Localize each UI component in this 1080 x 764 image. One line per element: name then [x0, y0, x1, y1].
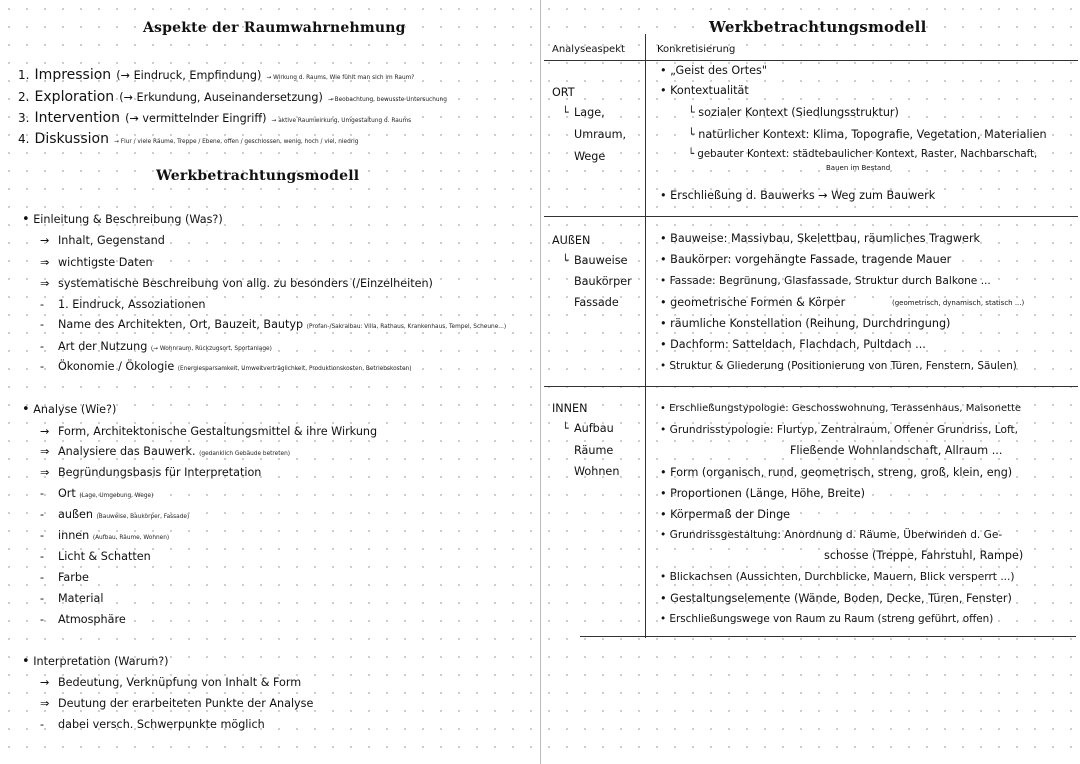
analyse-item — [40, 466, 261, 479]
item-text: Ort — [58, 487, 76, 500]
marker-icon: - — [40, 487, 45, 500]
marker-icon: - — [40, 360, 45, 373]
item-text: Form, Architektonische Gestaltungsmittel & ihre Wirkung — [58, 425, 378, 438]
sub-corner-icon: └ — [562, 422, 569, 435]
aspect-item — [18, 128, 358, 147]
item-text: Inhalt, Gegenstand — [58, 234, 165, 247]
aspect-number: 2. — [18, 90, 30, 104]
item-text: innen — [58, 529, 90, 542]
analyse-item — [40, 571, 89, 584]
item-text: Deutung der erarbeiteten Punkte der Analyse — [58, 697, 314, 710]
table-bottom-line — [580, 636, 1076, 637]
innen-line: • Grundrisstypologie: Flurtyp, Zentralraum, Offener Grundriss, Loft, — [660, 424, 1019, 436]
aussen-line: • Baukörper: vorgehängte Fassade, tragende Mauer — [660, 253, 952, 266]
header-concrete: Konkretisierung — [657, 44, 736, 55]
marker-icon: - — [40, 592, 45, 605]
analyse-item — [40, 529, 169, 542]
item-text: Atmosphäre — [58, 613, 126, 626]
aspects-title: Aspekte der Raumwahrnehmung — [143, 20, 406, 36]
table-title: Werkbetrachtungsmodell — [709, 18, 927, 36]
aspect-paren: (→ vermittelnder Eingriff) — [125, 112, 267, 125]
einleitung-item — [40, 340, 272, 353]
aspect-item — [18, 107, 411, 126]
item-text: Licht & Schatten — [58, 550, 151, 563]
innen-sub: Wohnen — [574, 465, 620, 478]
row-divider — [544, 216, 1078, 217]
heading-text: Einleitung & Beschreibung (Was?) — [33, 213, 223, 226]
aspect-number: 3. — [18, 111, 30, 125]
item-note: (Lage, Umgebung, Wege) — [79, 493, 154, 499]
aussen-line: (geometrisch, dynamisch, statisch ...) — [892, 299, 1025, 307]
aspect-note: → Beobachtung, bewusste Untersuchung — [327, 97, 447, 103]
aussen-line: • räumliche Konstellation (Reihung, Durchdringung) — [660, 317, 951, 330]
bullet-icon: • — [22, 212, 30, 227]
marker-icon: - — [40, 529, 45, 542]
aspect-paren: (→ Erkundung, Auseinandersetzung) — [119, 91, 323, 104]
einleitung-item — [40, 298, 205, 311]
aspect-paren: (→ Eindruck, Empfindung) — [116, 69, 262, 82]
innen-line: schosse (Treppe, Fahrstuhl, Rampe) — [824, 549, 1024, 562]
ort-line: • Erschließung d. Bauwerks → Weg zum Bauwerk — [660, 189, 936, 202]
item-text: Begründungsbasis für Interpretation — [58, 466, 262, 479]
item-text: Art der Nutzung — [58, 340, 148, 353]
marker-icon: - — [40, 613, 45, 626]
aussen-sub: Baukörper — [574, 275, 632, 288]
item-text: Farbe — [58, 571, 89, 584]
aspect-item — [18, 86, 447, 105]
sub-corner-icon: └ — [562, 254, 569, 267]
analyse-item — [40, 550, 151, 563]
item-text: Bedeutung, Verknüpfung von Inhalt & Form — [58, 676, 302, 689]
aussen-sub: Fassade — [574, 296, 619, 309]
aspect-note: → aktive Raumwirkung, Umgestaltung d. Raums — [271, 118, 412, 124]
aspect-name: Impression — [34, 67, 112, 83]
aspect-note: → Flur / viele Räume, Treppe / Ebene, offen / geschlossen, wenig, hoch / viel, niedrig — [114, 139, 359, 145]
aspect-item — [18, 64, 414, 83]
item-note: (Profan-/Sakralbau: Villa, Rathaus, Krankenhaus, Tempel, Scheune...) — [306, 324, 507, 330]
aspect-note: → Wirkung d. Raums, Wie fühlt man sich im Raum? — [266, 75, 415, 81]
aspect-name: Diskussion — [34, 131, 109, 147]
item-text: dabei versch. Schwerpunkte möglich — [58, 718, 265, 731]
innen-line: • Erschließungstypologie: Geschosswohnung, Terassenhaus, Maisonette — [660, 403, 1022, 414]
item-text: Name des Architekten, Ort, Bauzeit, Bautyp — [58, 318, 304, 331]
ort-line: Bauen im Bestand — [826, 164, 891, 172]
innen-line: • Erschließungswege von Raum zu Raum (streng geführt, offen) — [660, 613, 994, 625]
marker-icon: → — [40, 425, 50, 438]
einleitung-item — [40, 277, 433, 290]
right-page — [542, 0, 1080, 764]
item-text: wichtigste Daten — [58, 256, 153, 269]
aussen-line: • Dachform: Satteldach, Flachdach, Pultdach ... — [660, 338, 926, 351]
ort-aspect: ORT — [552, 86, 575, 99]
marker-icon: → — [40, 676, 50, 689]
marker-icon: → — [40, 234, 50, 247]
marker-icon: - — [40, 508, 45, 521]
analyse-item — [40, 592, 103, 605]
innen-sub: Räume — [574, 444, 614, 457]
marker-icon: ⇒ — [40, 445, 50, 458]
einleitung-item — [40, 318, 506, 331]
analyse-item — [40, 487, 153, 500]
interpretation-item — [40, 718, 265, 731]
item-text: außen — [58, 508, 93, 521]
sub-corner-icon: └ — [562, 106, 569, 119]
item-note: (Aufbau, Räume, Wohnen) — [92, 535, 170, 541]
marker-icon: ⇒ — [40, 256, 50, 269]
einleitung-item — [40, 256, 153, 269]
innen-line: • Körpermaß der Dinge — [660, 508, 791, 521]
ort-line: └ natürlicher Kontext: Klima, Topografie, Vegetation, Materialien — [688, 128, 1047, 141]
item-text: 1. Eindruck, Assoziationen — [58, 298, 206, 311]
innen-sub: Aufbau — [574, 422, 614, 435]
aussen-line: • Fassade: Begrünung, Glasfassade, Struktur durch Balkone ... — [660, 275, 991, 287]
marker-icon: - — [40, 718, 45, 731]
marker-icon: ⇒ — [40, 697, 50, 710]
aspect-number: 4. — [18, 132, 30, 146]
column-divider — [645, 34, 646, 638]
aspect-number: 1. — [18, 68, 30, 82]
einleitung-item — [40, 234, 165, 247]
item-text: Material — [58, 592, 104, 605]
heading-text: Interpretation (Warum?) — [33, 655, 169, 668]
item-note: (gedanklich Gebäude betreten) — [199, 451, 291, 457]
item-text: systematische Beschreibung von allg. zu besonders (/Einzelheiten) — [58, 277, 433, 290]
innen-line: • Form (organisch, rund, geometrisch, streng, groß, klein, eng) — [660, 466, 1013, 479]
heading-text: Analyse (Wie?) — [33, 403, 117, 416]
bullet-icon: • — [22, 654, 30, 669]
header-aspect: Analyseaspekt — [552, 44, 625, 55]
ort-line: └ sozialer Kontext (Siedlungsstruktur) — [688, 106, 899, 119]
aussen-sub: Bauweise — [574, 254, 628, 267]
innen-line: • Gestaltungselemente (Wände, Boden, Decke, Türen, Fenster) — [660, 592, 1012, 605]
analyse-item — [40, 445, 290, 458]
ort-line: └ gebauter Kontext: städtebaulicher Kontext, Raster, Nachbarschaft, — [688, 149, 1038, 160]
aussen-line: • geometrische Formen & Körper — [660, 296, 846, 309]
innen-line: • Grundrissgestaltung: Anordnung d. Räume, Überwinden d. Ge- — [660, 529, 1003, 541]
header-divider — [544, 60, 1078, 61]
marker-icon: ⇒ — [40, 277, 50, 290]
analyse-item — [40, 425, 377, 438]
ort-line: • Kontextualität — [660, 84, 749, 97]
ort-sub: Lage, — [574, 106, 605, 119]
interpretation-item — [40, 676, 301, 689]
marker-icon: - — [40, 340, 45, 353]
item-text: Ökonomie / Ökologie — [58, 360, 175, 373]
row-divider — [544, 386, 1078, 387]
model-title: Werkbetrachtungsmodell — [156, 168, 360, 184]
marker-icon: - — [40, 550, 45, 563]
ort-line: • „Geist des Ortes" — [660, 64, 768, 77]
bullet-icon: • — [22, 402, 30, 417]
interpretation-heading — [22, 654, 169, 669]
aussen-line: • Struktur & Gliederung (Positionierung von Türen, Fenstern, Säulen) — [660, 360, 1017, 372]
aspect-name: Exploration — [34, 89, 115, 105]
item-note: (Bauweise, Baukörper, Fassade) — [96, 514, 190, 520]
aussen-line: • Bauweise: Massivbau, Skelettbau, räumliches Tragwerk — [660, 232, 981, 245]
innen-line: • Proportionen (Länge, Höhe, Breite) — [660, 487, 866, 500]
innen-aspect: INNEN — [552, 402, 588, 415]
analyse-item — [40, 508, 189, 521]
item-note: (→ Wohnraum, Rückzugsort, Sportanlage) — [150, 346, 272, 352]
einleitung-heading — [22, 212, 223, 227]
item-note: (Energiesparsamkeit, Umweltverträglichkeit, Produktionskosten, Betriebskosten) — [177, 366, 412, 372]
marker-icon: - — [40, 298, 45, 311]
analyse-heading — [22, 402, 116, 417]
interpretation-item — [40, 697, 313, 710]
analyse-item — [40, 613, 126, 626]
ort-sub: Wege — [574, 150, 606, 163]
marker-icon: - — [40, 318, 45, 331]
aussen-aspect: AUßEN — [552, 234, 591, 247]
marker-icon: ⇒ — [40, 466, 50, 479]
innen-line: Fließende Wohnlandschaft, Allraum ... — [790, 444, 1003, 457]
item-text: Analysiere das Bauwerk. — [58, 445, 196, 458]
marker-icon: - — [40, 571, 45, 584]
ort-sub: Umraum, — [574, 128, 627, 141]
innen-line: • Blickachsen (Aussichten, Durchblicke, Mauern, Blick versperrt ...) — [660, 571, 1015, 583]
aspect-name: Intervention — [34, 110, 120, 126]
page-divider — [540, 0, 541, 764]
einleitung-item — [40, 360, 411, 373]
